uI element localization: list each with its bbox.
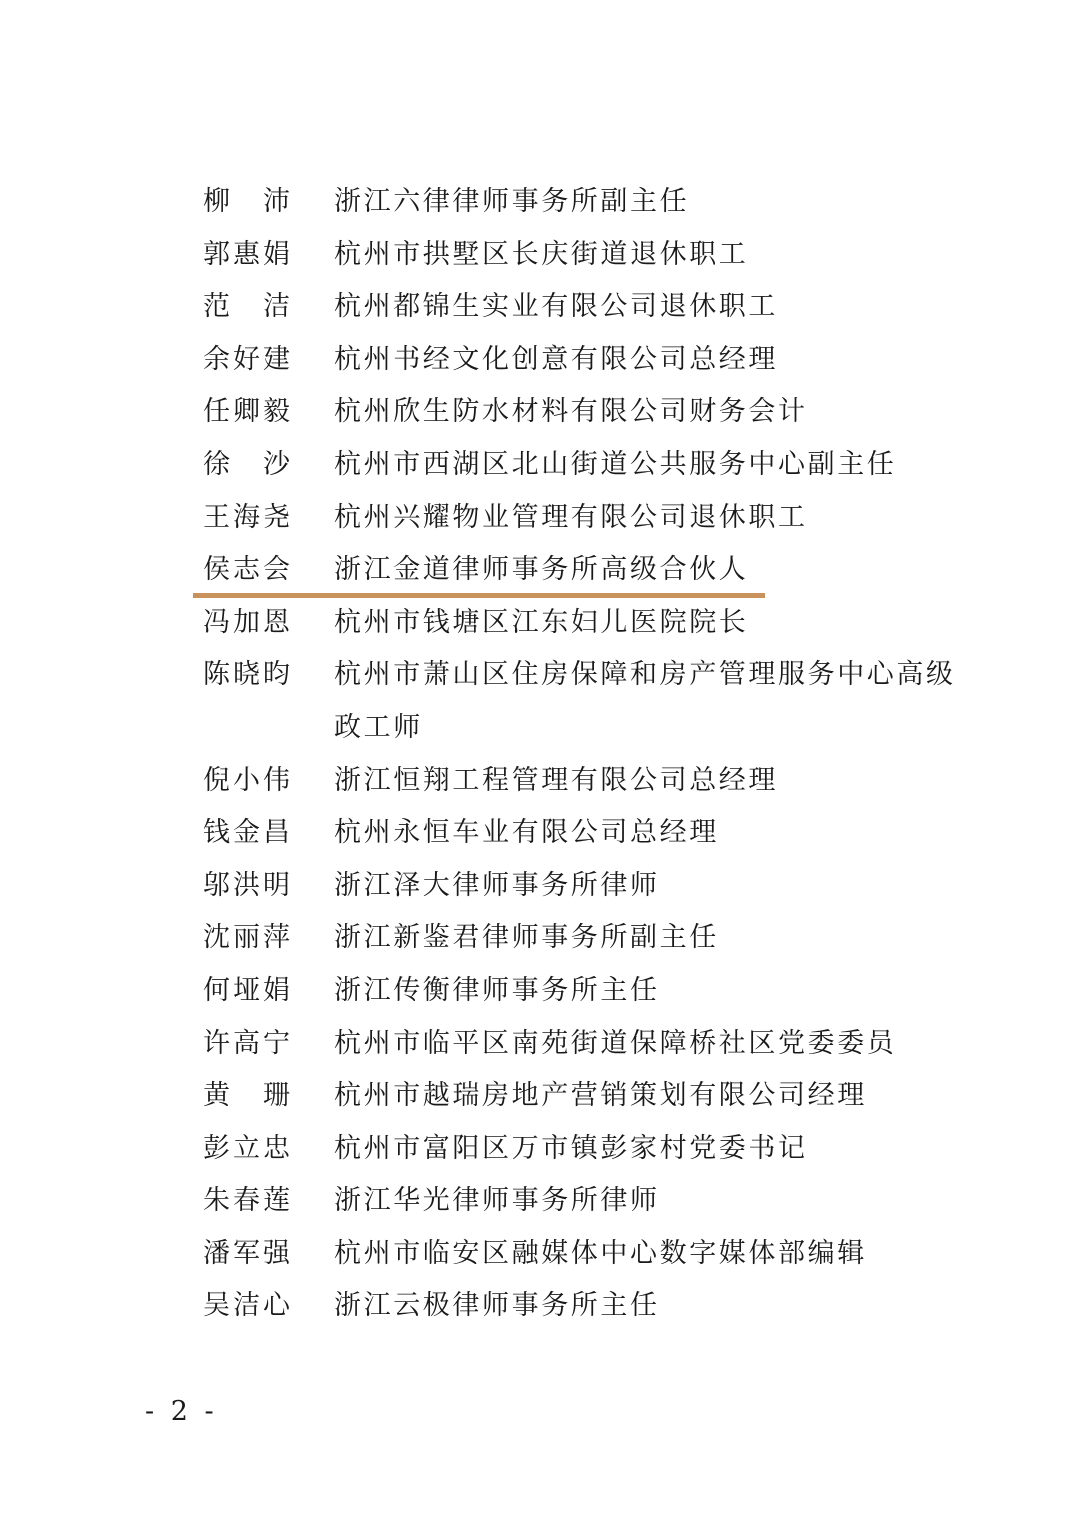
member-name: 任卿毅 xyxy=(203,396,293,428)
list-item xyxy=(203,1070,963,1123)
member-name: 沈丽萍 xyxy=(203,922,293,954)
page-number: - 2 - xyxy=(145,1396,218,1427)
member-title: 浙江六律律师事务所副主任 xyxy=(334,186,690,217)
member-name: 余好建 xyxy=(203,343,293,375)
list-item-highlighted xyxy=(203,544,963,597)
member-name: 王海尧 xyxy=(203,501,293,533)
member-name: 朱春莲 xyxy=(203,1185,293,1217)
member-name: 柳 沛 xyxy=(203,186,293,217)
member-title: 浙江新鉴君律师事务所副主任 xyxy=(334,922,719,954)
list-item xyxy=(203,597,963,650)
list-item xyxy=(203,912,963,965)
member-name: 吴洁心 xyxy=(203,1290,293,1322)
list-item xyxy=(203,755,963,808)
member-title: 浙江恒翔工程管理有限公司总经理 xyxy=(334,764,778,796)
member-name: 倪小伟 xyxy=(203,764,293,796)
member-title: 杭州市越瑞房地产营销策划有限公司经理 xyxy=(334,1080,867,1112)
list-item xyxy=(203,176,963,229)
member-title: 浙江泽大律师事务所律师 xyxy=(334,869,660,901)
list-item xyxy=(203,281,963,334)
list-item xyxy=(203,1175,963,1228)
member-name: 潘军强 xyxy=(203,1237,293,1269)
list-item xyxy=(203,1018,963,1071)
member-name: 郭惠娟 xyxy=(203,238,293,270)
list-item xyxy=(203,649,963,754)
member-title: 杭州市萧山区住房保障和房产管理服务中心高级政工师 xyxy=(334,659,956,743)
list-item xyxy=(203,1123,963,1176)
member-name: 范 洁 xyxy=(203,291,293,323)
member-title: 杭州永恒车业有限公司总经理 xyxy=(334,817,719,849)
member-title: 杭州市拱墅区长庆街道退休职工 xyxy=(334,238,749,270)
member-title: 杭州书经文化创意有限公司总经理 xyxy=(334,343,778,375)
list-item xyxy=(203,860,963,913)
member-name: 许高宁 xyxy=(203,1027,293,1059)
member-title: 浙江华光律师事务所律师 xyxy=(334,1185,660,1217)
member-title: 杭州市富阳区万市镇彭家村党委书记 xyxy=(334,1132,808,1164)
member-list xyxy=(203,176,963,1333)
member-name: 何垭娟 xyxy=(203,974,293,1006)
list-item xyxy=(203,229,963,282)
list-item xyxy=(203,1280,963,1333)
member-title: 杭州兴耀物业管理有限公司退休职工 xyxy=(334,501,808,533)
member-name: 彭立忠 xyxy=(203,1132,293,1164)
member-title: 杭州都锦生实业有限公司退休职工 xyxy=(334,291,778,323)
list-item xyxy=(203,386,963,439)
member-title: 杭州市钱塘区江东妇儿医院院长 xyxy=(334,606,749,638)
member-title: 杭州市临平区南苑街道保障桥社区党委委员 xyxy=(334,1027,897,1059)
list-item xyxy=(203,1228,963,1281)
member-title: 杭州市西湖区北山街道公共服务中心副主任 xyxy=(334,448,897,480)
list-item xyxy=(203,439,963,492)
list-item xyxy=(203,492,963,545)
member-title: 杭州市临安区融媒体中心数字媒体部编辑 xyxy=(334,1237,867,1269)
list-item xyxy=(203,965,963,1018)
member-name: 钱金昌 xyxy=(203,817,293,849)
member-title: 浙江金道律师事务所高级合伙人 xyxy=(334,554,749,586)
list-item xyxy=(203,334,963,387)
member-name: 侯志会 xyxy=(203,554,293,586)
member-title: 浙江云极律师事务所主任 xyxy=(334,1290,660,1322)
list-item xyxy=(203,807,963,860)
member-name: 徐 沙 xyxy=(203,448,293,480)
member-title: 浙江传衡律师事务所主任 xyxy=(334,974,660,1006)
member-title: 杭州欣生防水材料有限公司财务会计 xyxy=(334,396,808,428)
member-name: 黄 珊 xyxy=(203,1080,293,1112)
member-name: 冯加恩 xyxy=(203,606,293,638)
member-name: 邬洪明 xyxy=(203,869,293,901)
member-name: 陈晓昀 xyxy=(203,659,293,691)
